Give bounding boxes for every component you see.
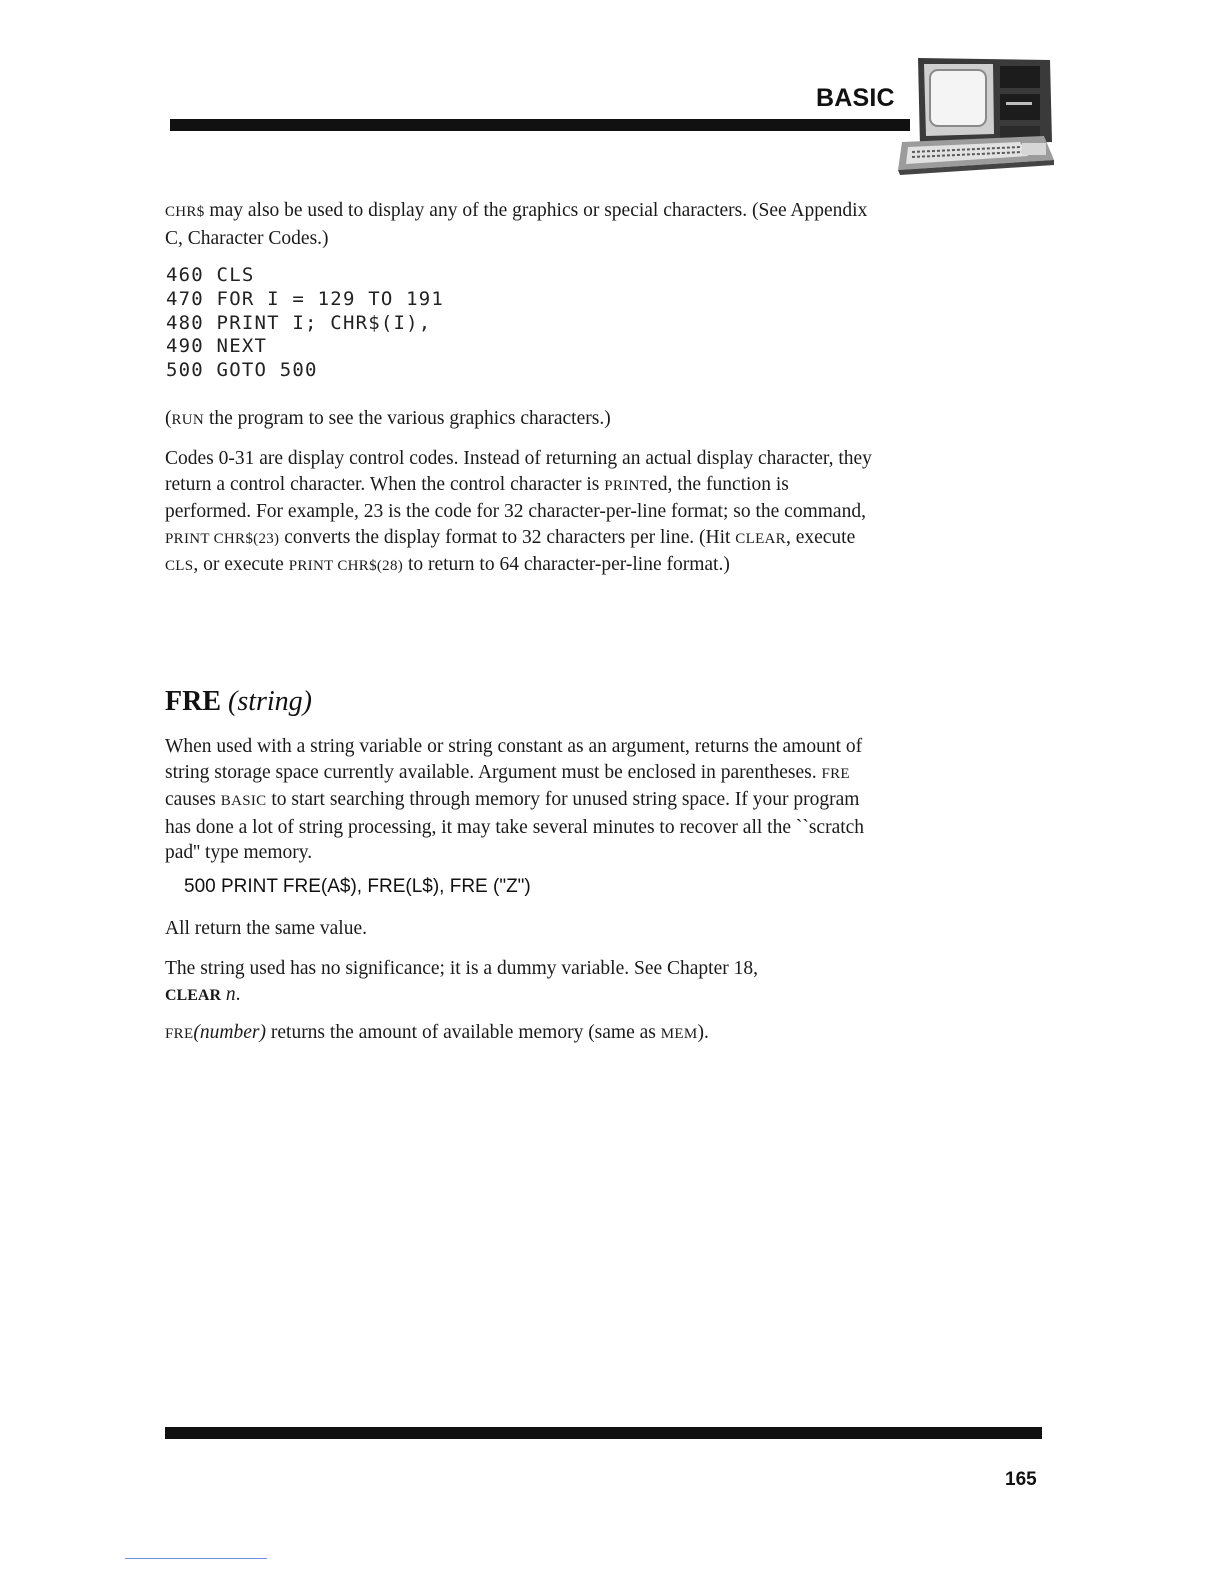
text-run: causes: [165, 789, 221, 810]
text-run: to return to 64 character-per-line format.): [403, 554, 730, 575]
header-rule: [170, 119, 910, 131]
text-run: The string used has no significance; it is a dummy variable. See Chapter 18,: [165, 958, 758, 979]
header-section-label: BASIC: [816, 84, 895, 112]
same-value-paragraph: All return the same value.: [165, 918, 367, 939]
chr-intro-text: may also be used to display any of the graphics or special characters. (See Appendix C, Character Codes.): [165, 200, 868, 249]
chr-keyword: CHR$: [165, 204, 205, 220]
fre-heading-argument: (string): [228, 686, 312, 717]
clear-reference: CLEAR: [165, 986, 222, 1004]
run-note-paragraph: [165, 406, 875, 434]
fre-section-heading: [165, 686, 312, 718]
print-chr28-keyword: PRINT CHR$(28): [288, 558, 404, 574]
trs80-computer-icon: [888, 50, 1058, 175]
code-line: 470 FOR I = 129 TO 191: [166, 287, 445, 310]
fre-description-paragraph: [165, 734, 875, 866]
text-run: ).: [697, 1022, 709, 1043]
text-run: converts the display format to 32 characters per line. (Hit: [279, 526, 736, 548]
code-line: 480 PRINT I; CHR$(I),: [166, 311, 432, 334]
fre-keyword: FRE: [165, 1026, 194, 1042]
run-note-text: the program to see the various graphics characters.): [204, 408, 611, 429]
control-codes-paragraph: [165, 446, 875, 580]
text-run: .: [235, 983, 241, 1005]
code-listing: [166, 264, 444, 383]
code-line: 500 GOTO 500: [166, 359, 318, 382]
fre-example-statement: 500 PRINT FRE(A$), FRE(L$), FRE ("Z"): [184, 876, 531, 897]
print-chr23-keyword: PRINT CHR$(23): [165, 530, 280, 547]
text-run: returns the amount of available memory (same as: [266, 1022, 661, 1043]
fre-heading-keyword: FRE: [165, 686, 221, 717]
text-run: When used with a string variable or string constant as an argument, returns the amount of string storage space currently available. Argument must be enclosed in parentheses.: [165, 736, 863, 783]
page-number: 165: [1005, 1469, 1037, 1490]
fre-number-paragraph: [165, 1020, 875, 1048]
clear-argument: n: [221, 983, 236, 1005]
fre-keyword: FRE: [821, 765, 850, 782]
text-run: , execute: [785, 526, 856, 548]
text-run: ed, the function is performed. For example, 23 is the code for 32 character-per-line format; so the command,: [165, 473, 866, 522]
text-run: , or execute: [193, 554, 289, 575]
mem-keyword: MEM: [660, 1026, 698, 1042]
chr-intro-paragraph: [165, 198, 875, 251]
dummy-variable-paragraph: [165, 956, 875, 1008]
clear-keyword: CLEAR: [735, 530, 786, 547]
cls-keyword: CLS: [165, 558, 194, 574]
run-keyword: RUN: [171, 412, 205, 428]
basic-keyword: BASIC: [220, 793, 267, 809]
text-run: to start searching through memory for unused string space. If your program has done a lot of string processing, it may take several minutes to recover all the ``scratch pad'' type memory.: [165, 789, 865, 863]
footer-rule: [165, 1427, 1042, 1439]
text-run: Codes 0-31 are display control codes. Instead of returning an actual display character, they return a control character. When the control character is: [165, 448, 872, 495]
print-keyword: PRINT: [604, 477, 650, 494]
code-line: 460 CLS: [166, 264, 255, 286]
code-line: 490 NEXT: [166, 335, 268, 358]
run-note-open: (: [165, 408, 172, 429]
number-argument: (number): [193, 1022, 266, 1043]
scan-artifact-line: [125, 1558, 267, 1559]
